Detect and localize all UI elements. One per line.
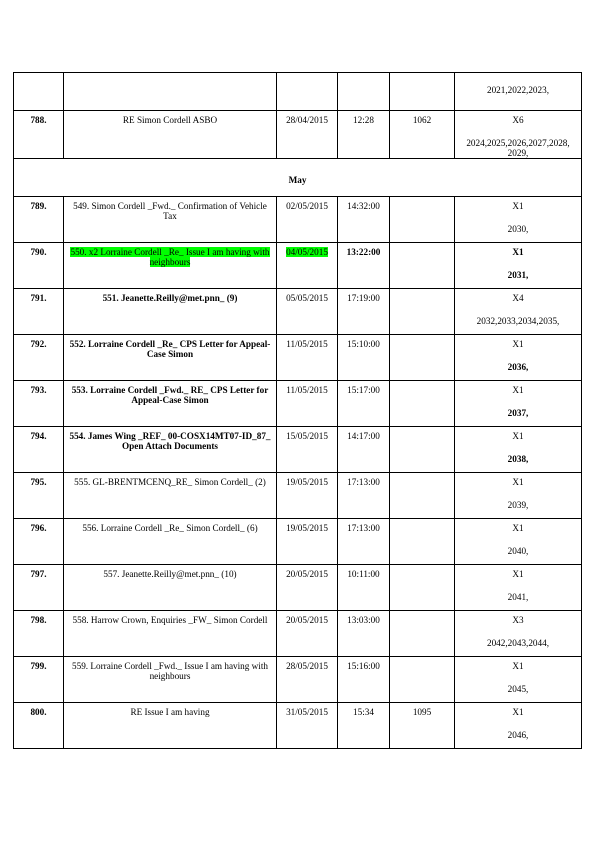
id-cell [390, 335, 455, 381]
refs-text: 2040, [507, 546, 529, 556]
subject-text: 555. GL-BRENTMCENQ_RE_ Simon Cordell_ (2) [74, 477, 266, 487]
month-row [14, 159, 582, 197]
subject-text: 558. Harrow Crown, Enquiries _FW_ Simon Cordell [72, 615, 268, 625]
refs-text: 2041, [507, 592, 529, 602]
num-text: 793. [30, 385, 47, 395]
date-cell [277, 473, 338, 519]
refs-cell [455, 197, 582, 243]
refs-text: 2039, [507, 500, 529, 510]
num-text: 794. [30, 431, 47, 441]
refs-text: 2042,2043,2044, [486, 638, 549, 648]
date-cell [277, 381, 338, 427]
num-text: 796. [30, 523, 47, 533]
num-cell [14, 73, 64, 111]
num-cell [14, 427, 64, 473]
id-cell [390, 519, 455, 565]
num-text: 790. [30, 247, 47, 257]
time-cell [338, 289, 390, 335]
id-cell [390, 657, 455, 703]
date-cell [277, 519, 338, 565]
num-cell [14, 611, 64, 657]
refs-text: 2030, [507, 224, 529, 234]
time-cell [338, 427, 390, 473]
subject-text: 556. Lorraine Cordell _Re_ Simon Cordell_ (6) [82, 523, 258, 533]
refs-cell [455, 335, 582, 381]
date-cell [277, 427, 338, 473]
subject-cell: RE Simon Cordell ASBO [64, 111, 277, 159]
subject-text: 549. Simon Cordell _Fwd._ Confirmation of Vehicle Tax [73, 201, 267, 221]
time-text: 14:17:00 [347, 431, 380, 441]
date-cell [277, 703, 338, 749]
time-cell [338, 197, 390, 243]
subject-text: 552. Lorraine Cordell _Re_ CPS Letter for Appeal-Case Simon [69, 339, 271, 359]
subject-cell [64, 381, 277, 427]
count-text: X1 [512, 339, 524, 349]
count-text: X1 [512, 569, 524, 579]
count-text: X6 [512, 115, 524, 125]
date-cell [277, 243, 338, 289]
id-cell [390, 197, 455, 243]
num-cell [14, 657, 64, 703]
id-cell [390, 611, 455, 657]
time-cell [338, 657, 390, 703]
table-row [14, 703, 582, 749]
num-text: 789. [30, 201, 47, 211]
date-text: 04/05/2015 [286, 247, 328, 257]
date-text: 20/05/2015 [286, 569, 328, 579]
subject-text: 557. Jeanette.Reilly@met.pnn_ (10) [103, 569, 237, 579]
date-text: 20/05/2015 [286, 615, 328, 625]
num-cell [14, 519, 64, 565]
time-text: 10:11:00 [347, 569, 380, 579]
refs-cell [455, 289, 582, 335]
refs-cell [455, 657, 582, 703]
refs-cell [455, 611, 582, 657]
time-text: 14:32:00 [347, 201, 380, 211]
table-row [14, 519, 582, 565]
date-text: 02/05/2015 [286, 201, 328, 211]
table-row [14, 73, 582, 111]
num-cell [14, 473, 64, 519]
num-cell [14, 243, 64, 289]
subject-cell [64, 197, 277, 243]
may-rows [14, 197, 582, 749]
refs-cell [455, 473, 582, 519]
count-text: X1 [512, 707, 524, 717]
subject-text: RE Issue I am having [130, 707, 210, 717]
subject-text: 554. James Wing _REF_ 00-COSX14MT07-ID_87_ Open Attach Documents [69, 431, 271, 451]
count-text: X1 [512, 201, 524, 211]
table-row [14, 657, 582, 703]
time-cell: 12:28 [338, 111, 390, 159]
id-cell: 1062 [390, 111, 455, 159]
count-text: X3 [512, 615, 524, 625]
refs-cell [455, 73, 582, 111]
table-row [14, 289, 582, 335]
date-cell [277, 289, 338, 335]
subject-cell [64, 519, 277, 565]
num-cell [14, 703, 64, 749]
date-cell [277, 335, 338, 381]
subject-cell [64, 565, 277, 611]
refs-text: 2021,2022,2023, [486, 85, 549, 95]
date-text: 11/05/2015 [286, 339, 328, 349]
refs-text: 2032,2033,2034,2035, [476, 316, 560, 326]
date-cell [277, 565, 338, 611]
id-cell [390, 703, 455, 749]
time-text: 17:13:00 [347, 523, 380, 533]
time-text: 17:13:00 [347, 477, 380, 487]
subject-cell [64, 657, 277, 703]
refs-text: 2038, [507, 454, 529, 464]
time-cell [338, 243, 390, 289]
refs-text: 2045, [507, 684, 529, 694]
time-text: 15:34 [353, 707, 374, 717]
time-cell [338, 381, 390, 427]
date-cell [277, 611, 338, 657]
refs-text: 2036, [507, 362, 529, 372]
subject-cell [64, 611, 277, 657]
refs-text: 2046, [507, 730, 529, 740]
date-cell [277, 73, 338, 111]
refs-cell [455, 519, 582, 565]
time-cell [338, 73, 390, 111]
time-cell [338, 335, 390, 381]
num-text: 791. [30, 293, 47, 303]
table-row [14, 381, 582, 427]
time-cell [338, 611, 390, 657]
time-text: 15:17:00 [347, 385, 380, 395]
count-text: X4 [512, 293, 524, 303]
refs-text: 2024,2025,2026,2027,2028, 2029, [466, 138, 570, 158]
refs-cell [455, 111, 582, 159]
subject-cell [64, 427, 277, 473]
id-cell [390, 73, 455, 111]
num-text: 798. [30, 615, 47, 625]
refs-text: 2037, [507, 408, 529, 418]
id-text: 1095 [412, 707, 432, 717]
id-cell [390, 565, 455, 611]
month-label: May [14, 159, 582, 197]
num-cell [14, 289, 64, 335]
id-cell [390, 289, 455, 335]
table-row [14, 427, 582, 473]
count-text: X1 [512, 385, 524, 395]
id-cell [390, 381, 455, 427]
table-row [14, 243, 582, 289]
refs-cell [455, 565, 582, 611]
time-cell [338, 519, 390, 565]
time-cell [338, 565, 390, 611]
id-cell [390, 243, 455, 289]
subject-cell [64, 289, 277, 335]
subject-text: 551. Jeanette.Reilly@met.pnn_ (9) [102, 293, 238, 303]
num-cell [14, 335, 64, 381]
num-text: 792. [30, 339, 47, 349]
count-text: X1 [512, 431, 524, 441]
subject-cell [64, 243, 277, 289]
id-cell [390, 473, 455, 519]
num-text: 800. [30, 707, 47, 717]
id-cell [390, 427, 455, 473]
table-row [14, 335, 582, 381]
count-text: X1 [512, 247, 524, 257]
subject-text: 550. x2 Lorraine Cordell _Re_ Issue I am having with neighbours [70, 247, 270, 267]
time-cell [338, 703, 390, 749]
table-row [14, 565, 582, 611]
table-row [14, 111, 582, 159]
refs-cell [455, 381, 582, 427]
num-text: 799. [30, 661, 47, 671]
subject-text: 553. Lorraine Cordell _Fwd._ RE_ CPS Letter for Appeal-Case Simon [71, 385, 269, 405]
count-text: X1 [512, 523, 524, 533]
date-cell [277, 657, 338, 703]
table-row [14, 197, 582, 243]
date-text: 19/05/2015 [286, 477, 328, 487]
time-cell [338, 473, 390, 519]
subject-cell [64, 703, 277, 749]
date-cell [277, 197, 338, 243]
count-text: X1 [512, 477, 524, 487]
time-text: 13:22:00 [346, 247, 381, 257]
date-text: 28/05/2015 [286, 661, 328, 671]
refs-cell [455, 243, 582, 289]
time-text: 13:03:00 [347, 615, 380, 625]
refs-cell [455, 703, 582, 749]
date-text: 31/05/2015 [286, 707, 328, 717]
refs-cell [455, 427, 582, 473]
num-text: 797. [30, 569, 47, 579]
num-cell [14, 565, 64, 611]
time-text: 17:19:00 [347, 293, 380, 303]
subject-cell [64, 473, 277, 519]
subject-cell [64, 73, 277, 111]
date-text: 11/05/2015 [286, 385, 328, 395]
email-log-table [13, 72, 582, 749]
date-text: 05/05/2015 [286, 293, 328, 303]
time-text: 15:16:00 [347, 661, 380, 671]
table-row [14, 611, 582, 657]
date-cell: 28/04/2015 [277, 111, 338, 159]
count-text: X1 [512, 661, 524, 671]
refs-text: 2031, [507, 270, 529, 280]
date-text: 19/05/2015 [286, 523, 328, 533]
num-cell: 788. [14, 111, 64, 159]
time-text: 15:10:00 [347, 339, 380, 349]
date-text: 15/05/2015 [286, 431, 328, 441]
table-row [14, 473, 582, 519]
num-text: 795. [30, 477, 47, 487]
num-cell [14, 381, 64, 427]
subject-cell [64, 335, 277, 381]
num-cell [14, 197, 64, 243]
subject-text: 559. Lorraine Cordell _Fwd._ Issue I am having with neighbours [72, 661, 268, 681]
